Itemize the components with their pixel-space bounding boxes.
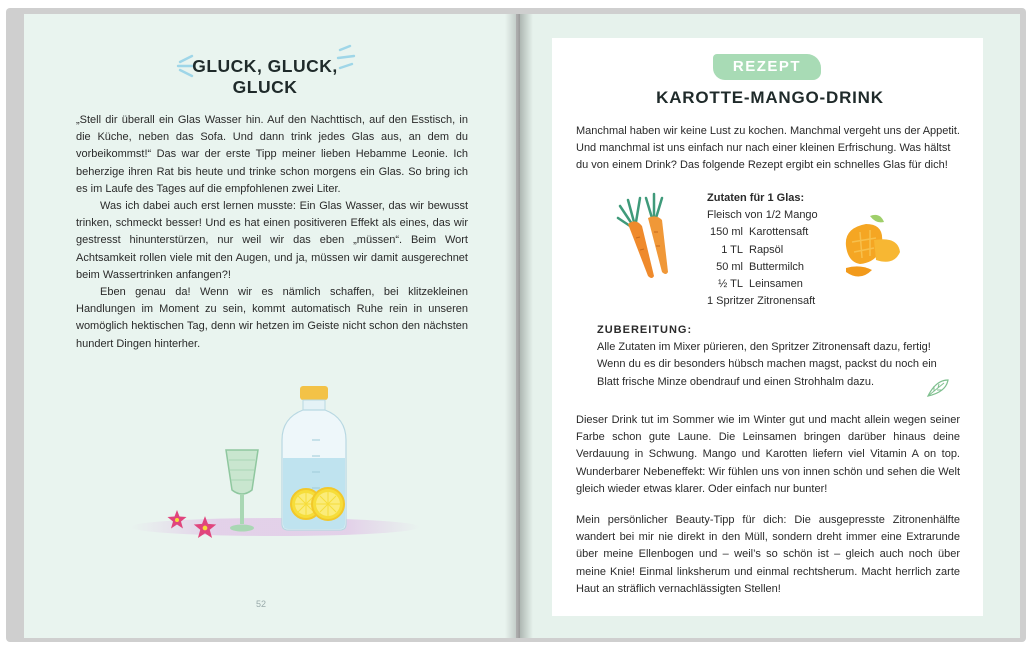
ingredients-title: Zutaten für 1 Glas: (707, 192, 805, 204)
flower-icon (166, 509, 188, 531)
paragraph: Was ich dabei auch erst lernen musste: Ein Glas Wasser, das wir bewusst trinken, schmeckt besser! Und es hat einen positiveren Effekt als eines, das wir gestresst hinunterstürzen, nur weil wir das eben „müssen“. Beim Wort Achtsamkeit rollen viele mit den Augen, und ja, müssen wir damit ausgerechnet beim Wassertrinken anfangen?! (76, 200, 468, 281)
recipe-title: KAROTTE-MANGO-DRINK (656, 88, 884, 107)
ingredient-item: Fleisch von 1/2 Mango (707, 209, 818, 222)
recipe-intro: Manchmal haben wir keine Lust zu kochen. Manchmal vergeht uns der Appetit. Und manchmal ist uns einfach nur nach einer kleinen Erfrischung. Was hältst du von einem Drink? Das folgende Rezept ergibt ein schnelles Glas für dich! (576, 125, 960, 172)
recipe-badge: REZEPT (713, 54, 821, 80)
ingredients-list (705, 190, 845, 310)
page-number: 52 (256, 599, 267, 609)
recipe-outro-paragraph: Dieser Drink tut im Sommer wie im Winter gut und macht allein wegen seiner Farbe schon gute Laune. Die Leinsamen bringen darüber hinaus deine Verdauung in Schwung. Mango und Karotten liefern viel Vitamin A on top. Wunderbarer Nebeneffekt: Wir fühlen uns von innen schön und sehen die Welt gleich wieder etwas klarer. Oder einfach nur bunter! (576, 414, 960, 495)
ingredient-item: 1 TL Rapsöl (721, 243, 784, 256)
lemon-slice-icon (288, 484, 348, 524)
book-gutter (505, 14, 533, 638)
ingredient-item: ½ TL Leinsamen (718, 278, 803, 291)
paragraph: „Stell dir überall ein Glas Wasser hin. Auf den Nachttisch, auf den Esstisch, in die Küche, neben das Sofa. Und dann trink jedes Glas aus, an dem du vorbeikommst!“ Das war der erste Tipp meiner lieben Hebamme Leonie. Ich beherzige ihren Rat bis heute und trinke schon morgens ein Glas. So bring ich es im Laufe des Tages auf die empfohlenen zwei Liter. (76, 114, 468, 195)
flower-icon (191, 515, 219, 541)
preparation-title: ZUBEREITUNG: (597, 324, 693, 336)
chapter-title: GLUCK, GLUCK, GLUCK (192, 56, 338, 97)
paragraph: Eben genau da! Wenn wir es nämlich schaffen, bei klitzekleinen Handlungen im Moment zu sein, kommt automatisch Ruhe rein in unseren womöglich hektischen Tag, denn wir hetzen im Geiste nicht schon den nächsten hundert Dingen hinterher. (76, 286, 468, 350)
ingredient-item: 50 ml Buttermilch (716, 260, 805, 273)
preparation-text: Alle Zutaten im Mixer pürieren, den Spritzer Zitronensaft dazu, fertig! Wenn du es dir besonders hübsch machen magst, packst du noch ein Blatt frische Minze obendrauf und einen Strohhalm dazu. (597, 341, 937, 388)
glass-icon (222, 446, 262, 534)
ingredient-item: 150 ml Karottensaft (709, 226, 809, 239)
preparation-section (597, 322, 937, 391)
beauty-tip-paragraph: Mein persönlicher Beauty-Tipp für dich: Die ausgepresste Zitronenhälfte wandert bei mir nie direkt in den Müll, sondern dreht immer eine Extrarunde über meine Ellenbogen und – weil’s so schön ist – gleich auch noch über meine Knie! Einmal linksherum und einmal rechtsherum. Macht herrlich zarte Haut an sträflich vernachlässigten Stellen! (576, 514, 960, 595)
ingredient-item: 1 Spritzer Zitronensaft (707, 295, 816, 308)
left-body-text (76, 112, 468, 353)
mango-icon (840, 212, 902, 282)
mint-leaf-icon (926, 378, 950, 398)
carrot-icon (614, 192, 680, 284)
